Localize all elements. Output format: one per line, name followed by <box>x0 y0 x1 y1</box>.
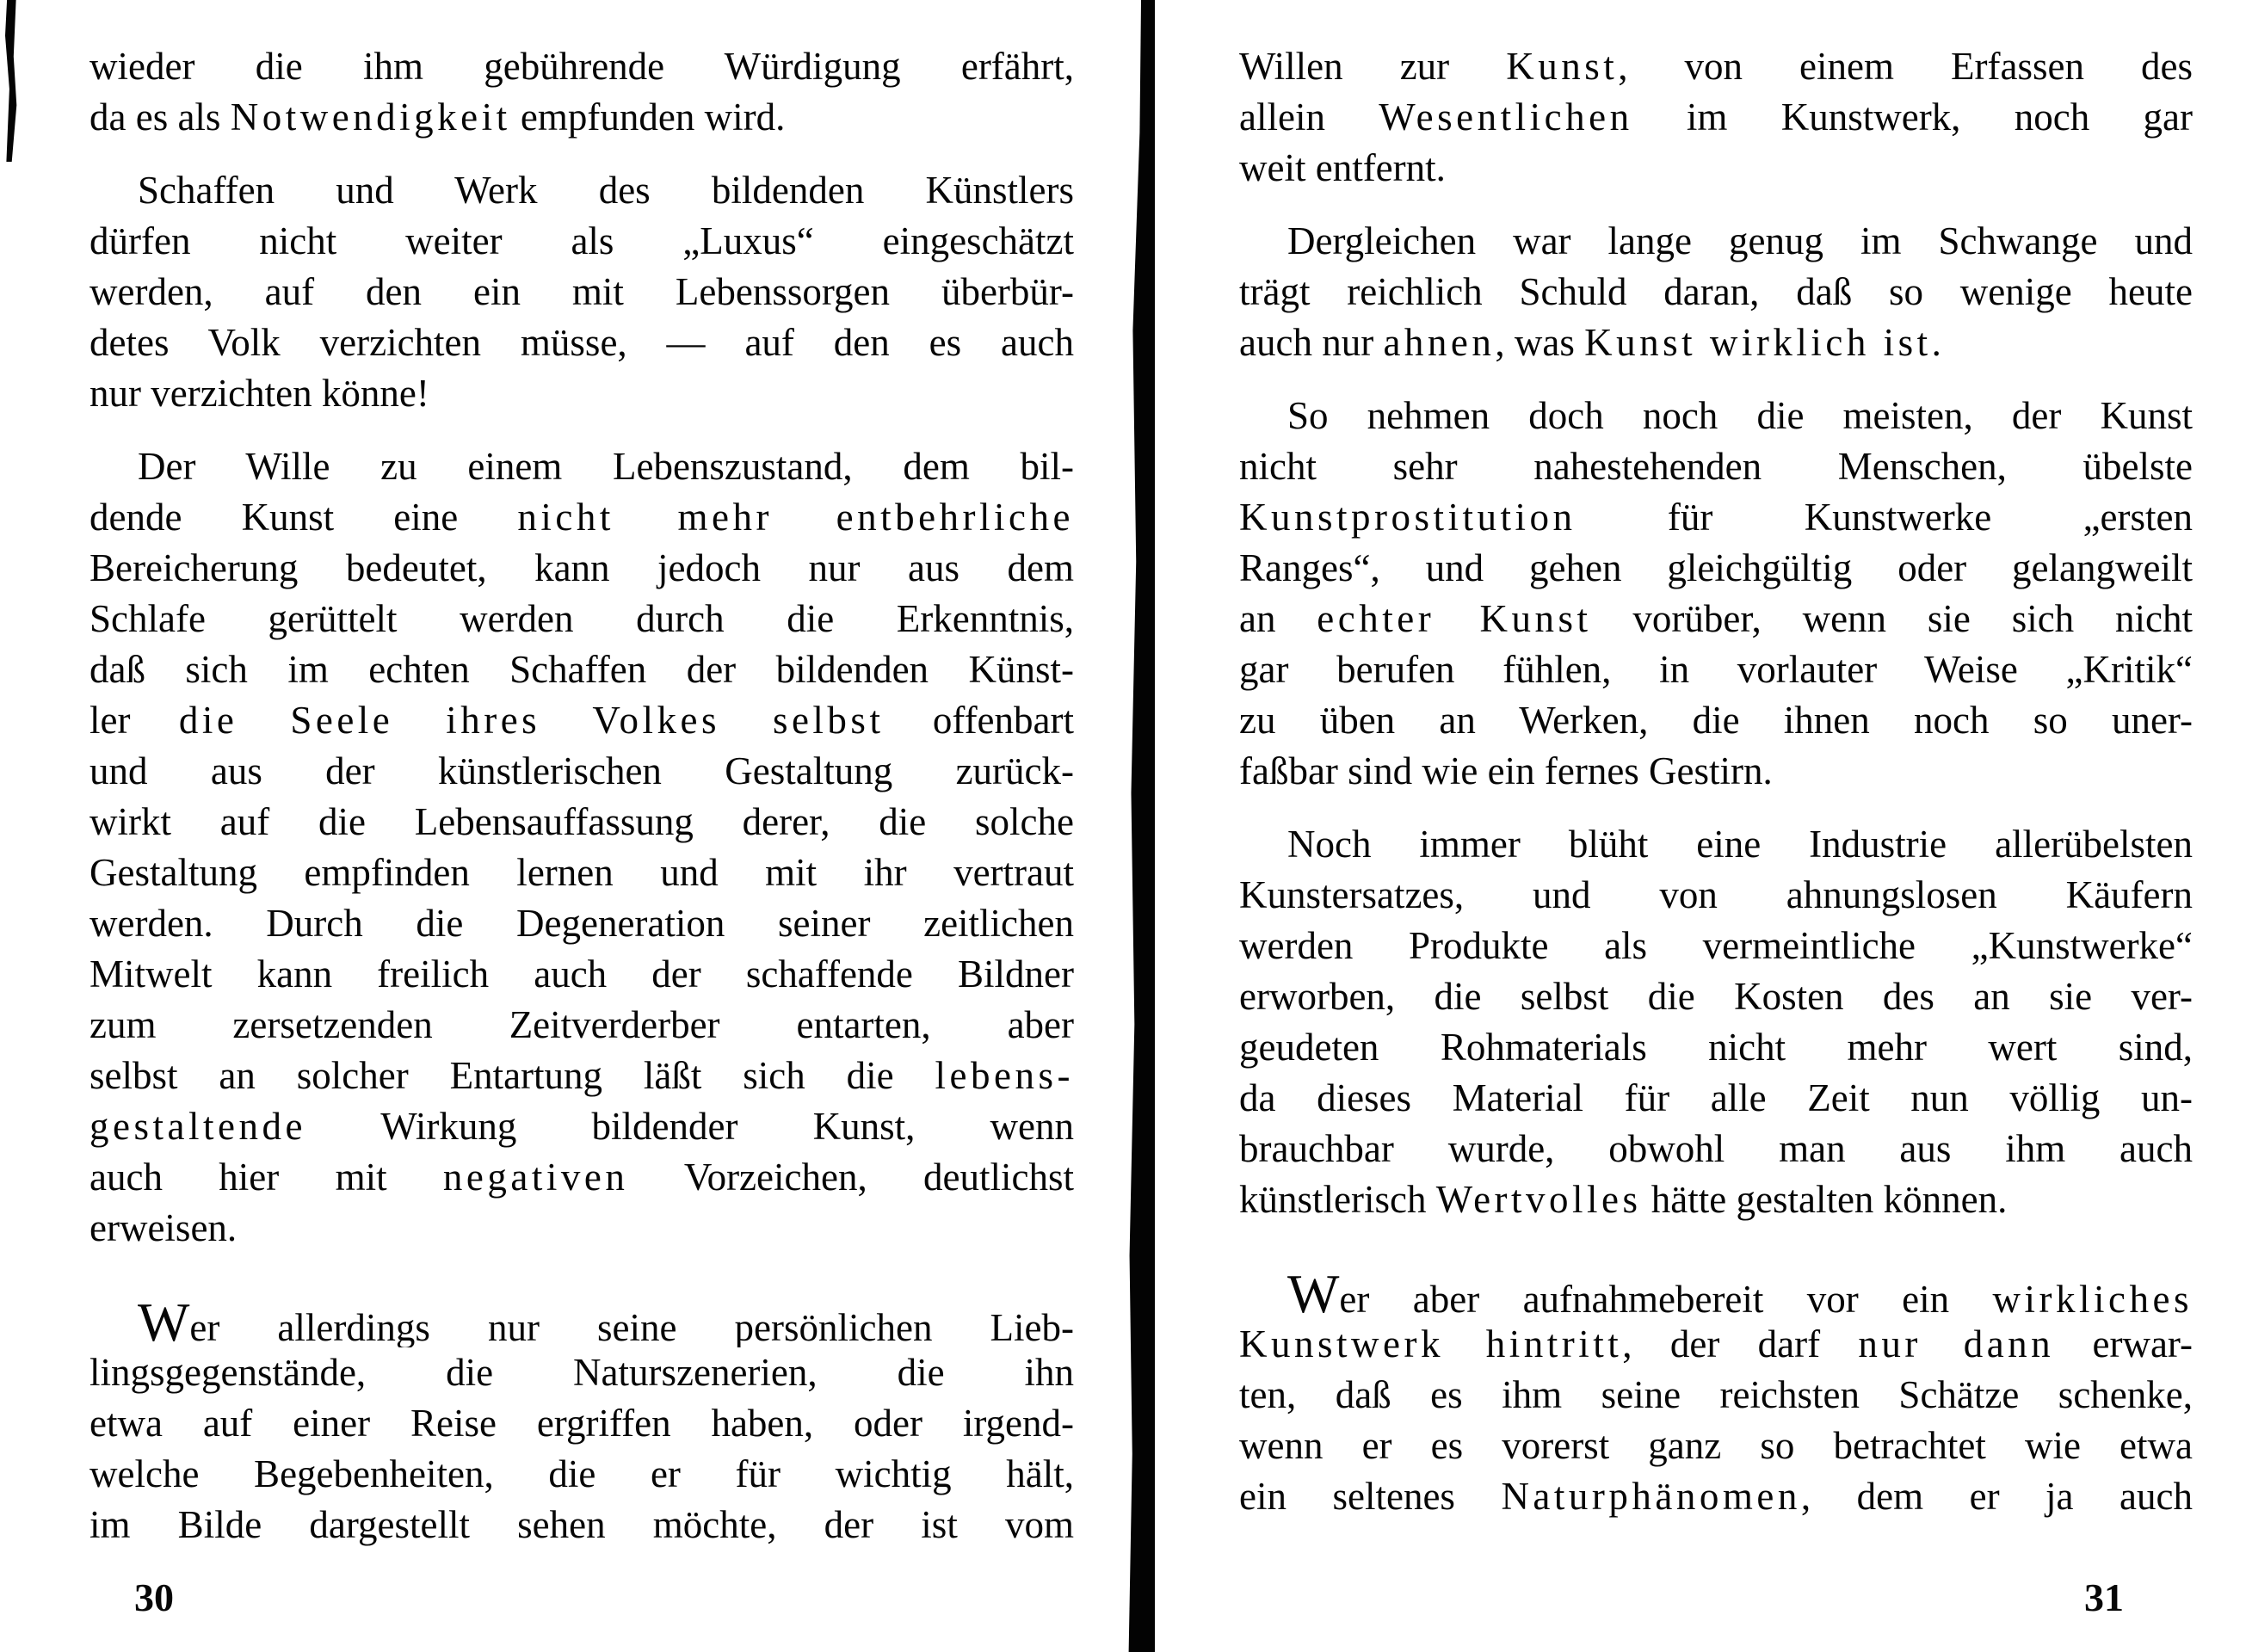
text-line <box>89 1347 1074 1398</box>
text-segment: Gestaltung empfinden lernen und mit ihr vertraut <box>89 851 1074 894</box>
text-line <box>89 594 1074 644</box>
text-segment: gar berufen fühlen, in vorlauter Weise „Kritik“ <box>1239 648 2193 691</box>
text-segment: trägt reichlich Schuld daran, daß so wenige heute <box>1239 270 2193 313</box>
oversized-initial: W <box>1287 1268 1340 1319</box>
text-segment: , was <box>1495 321 1585 364</box>
text-line <box>89 797 1074 848</box>
letterspaced-emphasis: ahnen <box>1383 321 1496 364</box>
text-line <box>1239 921 2193 971</box>
text-segment: . <box>1931 321 1941 364</box>
letterspaced-emphasis: wirkliches <box>1992 1278 2193 1319</box>
text-line <box>89 216 1074 267</box>
text-line <box>89 898 1074 949</box>
text-line <box>89 543 1074 594</box>
text-segment: da es als <box>89 96 231 139</box>
text-segment: erwar- <box>2054 1322 2193 1365</box>
text-segment: , von einem Erfassen des <box>1618 45 2193 88</box>
text-segment: und aus der künstlerischen Gestaltung zurück- <box>89 749 1074 792</box>
paragraph <box>1239 216 2193 368</box>
text-segment: wenn er es vorerst ganz so betrachtet wie etwa <box>1239 1424 2193 1467</box>
paragraph <box>1239 819 2193 1225</box>
text-line <box>89 165 1074 216</box>
text-segment: empfunden wird. <box>510 96 786 139</box>
paragraph <box>89 441 1074 1254</box>
text-segment: Bereicherung bedeutet, kann jedoch nur aus dem <box>89 546 1074 589</box>
text-line <box>89 1500 1074 1550</box>
page-number-right: 31 <box>2084 1575 2124 1619</box>
scan-edge-artifact <box>5 0 17 162</box>
text-segment: Kunstersatzes, und von ahnungslosen Käufern <box>1239 873 2193 916</box>
text-line <box>89 317 1074 368</box>
text-line <box>89 1000 1074 1051</box>
text-line <box>1239 267 2193 317</box>
text-line <box>1239 1073 2193 1124</box>
text-line <box>89 1101 1074 1152</box>
letterspaced-emphasis: Wertvolles <box>1435 1178 1642 1221</box>
text-line <box>1239 746 2193 797</box>
letterspaced-emphasis: Kunst wirklich ist <box>1584 321 1932 364</box>
text-segment: geudeten Rohmaterials nicht mehr wert sind, <box>1239 1026 2193 1069</box>
text-segment: , dem er ja auch <box>1800 1475 2193 1518</box>
text-segment: wirkt auf die Lebensauffassung derer, die solche <box>89 800 1074 843</box>
text-segment: Der Wille zu einem Lebenszustand, dem bil- <box>138 445 1074 488</box>
letterspaced-emphasis: Wesentlichen <box>1379 96 1633 139</box>
paragraph <box>89 41 1074 143</box>
text-line <box>89 1297 1074 1347</box>
right-page-text-column <box>1239 41 2193 1522</box>
text-line <box>1239 1124 2193 1174</box>
letterspaced-emphasis: gestaltende <box>89 1105 306 1148</box>
text-segment: Noch immer blüht eine Industrie allerübelsten <box>1287 823 2193 866</box>
text-segment: dürfen nicht weiter als „Luxus“ eingeschätzt <box>89 219 1074 262</box>
text-line <box>1239 1022 2193 1073</box>
text-line <box>1239 543 2193 594</box>
text-line <box>89 267 1074 317</box>
text-segment: allein <box>1239 96 1379 139</box>
page-number-left: 30 <box>134 1575 174 1619</box>
text-segment: wieder die ihm gebührende Würdigung erfährt, <box>89 45 1074 88</box>
text-segment: lingsgegenstände, die Naturszenerien, die ihn <box>89 1351 1074 1394</box>
text-segment: etwa auf einer Reise ergriffen haben, oder irgend- <box>89 1402 1074 1445</box>
paragraph <box>89 1297 1074 1550</box>
text-line <box>1239 644 2193 695</box>
text-line <box>89 695 1074 746</box>
text-segment: ein seltenes <box>1239 1475 1502 1518</box>
text-segment: ler <box>89 699 179 742</box>
paragraph <box>1239 391 2193 797</box>
text-line <box>89 1051 1074 1101</box>
text-segment: Wirkung bildender Kunst, wenn <box>305 1105 1074 1148</box>
text-line <box>89 441 1074 492</box>
text-line <box>1239 1174 2193 1225</box>
letterspaced-emphasis: die Seele ihres Volkes selbst <box>178 699 885 742</box>
text-line <box>1239 819 2193 870</box>
text-line <box>1239 492 2193 543</box>
text-segment: , der darf <box>1622 1322 1859 1365</box>
text-segment: detes Volk verzichten müsse, — auf den es auch <box>89 321 1074 364</box>
text-segment: er aber aufnahmebereit vor ein <box>1339 1278 1993 1319</box>
text-segment: dende Kunst eine <box>89 496 518 539</box>
text-line <box>1239 1268 2193 1319</box>
text-segment: im Kunstwerk, noch gar <box>1632 96 2193 139</box>
text-segment: an <box>1239 597 1317 640</box>
text-line <box>1239 1421 2193 1471</box>
text-segment: brauchbar wurde, obwohl man aus ihm auch <box>1239 1127 2193 1170</box>
text-line <box>1239 143 2193 194</box>
text-line <box>89 92 1074 143</box>
text-segment: da dieses Material für alle Zeit nun völlig un- <box>1239 1076 2193 1119</box>
text-segment: selbst an solcher Entartung läßt sich die <box>89 1054 935 1097</box>
text-line <box>89 492 1074 543</box>
text-segment: Willen zur <box>1239 45 1507 88</box>
text-segment: künstlerisch <box>1239 1178 1436 1221</box>
text-segment: werden, auf den ein mit Lebenssorgen überbür- <box>89 270 1074 313</box>
text-line <box>1239 1471 2193 1522</box>
letterspaced-emphasis: nur dann <box>1858 1322 2055 1365</box>
text-line <box>89 1398 1074 1449</box>
text-segment: für Kunstwerke „ersten <box>1576 496 2193 539</box>
letterspaced-emphasis: echter Kunst <box>1317 597 1592 640</box>
text-segment: hätte gestalten können. <box>1641 1178 2008 1221</box>
letterspaced-emphasis: Kunst <box>1506 45 1619 88</box>
text-segment: auch hier mit <box>89 1156 443 1199</box>
letterspaced-emphasis: nicht mehr entbehrliche <box>517 496 1074 539</box>
oversized-initial: W <box>138 1297 190 1347</box>
text-segment: erweisen. <box>89 1206 238 1249</box>
text-segment: er allerdings nur seine persönlichen Lieb- <box>189 1306 1074 1347</box>
text-line <box>1239 695 2193 746</box>
text-line <box>1239 317 2193 368</box>
text-line <box>89 1203 1074 1254</box>
text-segment: Ranges“, und gehen gleichgültig oder gelangweilt <box>1239 546 2193 589</box>
book-gutter-spine-shadow <box>1127 0 1155 1652</box>
text-segment: faßbar sind wie ein fernes Gestirn. <box>1239 749 1773 792</box>
text-segment: ten, daß es ihm seine reichsten Schätze schenke, <box>1239 1373 2193 1416</box>
text-segment: Mitwelt kann freilich auch der schaffende Bildner <box>89 952 1074 996</box>
text-line <box>1239 971 2193 1022</box>
text-line <box>1239 594 2193 644</box>
text-segment: nur verzichten könne! <box>89 372 429 415</box>
text-segment: welche Begebenheiten, die er für wichtig hält, <box>89 1452 1074 1495</box>
letterspaced-emphasis: Notwendigkeit <box>230 96 511 139</box>
letterspaced-emphasis: lebens- <box>935 1054 1074 1097</box>
text-line <box>1239 441 2193 492</box>
paragraph <box>1239 41 2193 194</box>
text-line <box>89 644 1074 695</box>
text-segment: Dergleichen war lange genug im Schwange und <box>1287 219 2193 262</box>
letterspaced-emphasis: Kunstprostitution <box>1239 496 1577 539</box>
text-segment: nicht sehr nahestehenden Menschen, übelste <box>1239 445 2193 488</box>
text-line <box>1239 391 2193 441</box>
text-segment: zu üben an Werken, die ihnen noch so uner- <box>1239 699 2193 742</box>
text-segment: vorüber, wenn sie sich nicht <box>1591 597 2193 640</box>
text-segment: weit entfernt. <box>1239 146 1446 189</box>
text-segment: So nehmen doch noch die meisten, der Kunst <box>1287 394 2193 437</box>
text-segment: Vorzeichen, deutlichst <box>628 1156 1074 1199</box>
text-line <box>1239 92 2193 143</box>
text-segment: werden. Durch die Degeneration seiner zeitlichen <box>89 902 1074 945</box>
text-line <box>89 949 1074 1000</box>
text-line <box>1239 870 2193 921</box>
letterspaced-emphasis: Naturphänomen <box>1501 1475 1801 1518</box>
text-segment: daß sich im echten Schaffen der bildenden Künst- <box>89 648 1074 691</box>
left-page-text-column <box>89 41 1074 1550</box>
text-line <box>1239 1370 2193 1421</box>
text-segment: Schaffen und Werk des bildenden Künstlers <box>138 169 1074 212</box>
text-segment: erworben, die selbst die Kosten des an sie ver- <box>1239 975 2193 1018</box>
text-line <box>89 368 1074 419</box>
text-segment: offenbart <box>884 699 1074 742</box>
text-segment: werden Produkte als vermeintliche „Kunstwerke“ <box>1239 924 2193 967</box>
text-line <box>89 746 1074 797</box>
letterspaced-emphasis: Kunstwerk hintritt <box>1239 1322 1623 1365</box>
text-segment: Schlafe gerüttelt werden durch die Erkenntnis, <box>89 597 1074 640</box>
paragraph <box>1239 1268 2193 1522</box>
text-segment: zum zersetzenden Zeitverderber entarten, aber <box>89 1003 1074 1046</box>
text-line <box>89 41 1074 92</box>
text-segment: im Bilde dargestellt sehen möchte, der ist vom <box>89 1503 1074 1546</box>
text-segment: auch nur <box>1239 321 1384 364</box>
text-line <box>89 848 1074 898</box>
letterspaced-emphasis: negativen <box>442 1156 629 1199</box>
text-line <box>1239 1319 2193 1370</box>
text-line <box>1239 216 2193 267</box>
text-line <box>89 1449 1074 1500</box>
paragraph <box>89 165 1074 419</box>
text-line <box>1239 41 2193 92</box>
text-line <box>89 1152 1074 1203</box>
